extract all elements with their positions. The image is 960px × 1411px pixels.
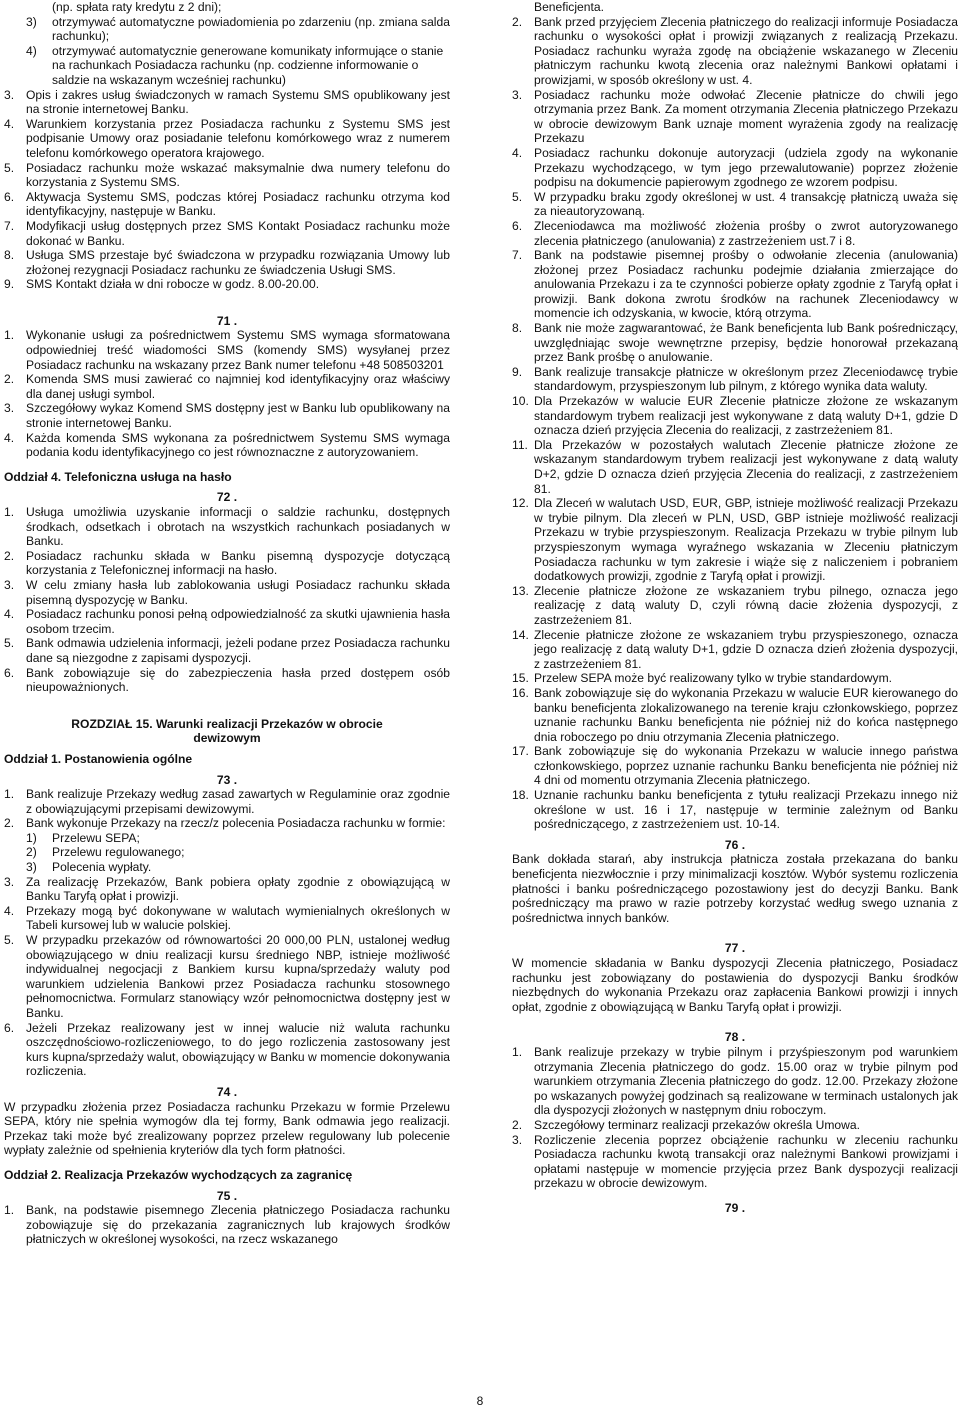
item-number: 2. — [512, 14, 523, 29]
list-item — [512, 628, 958, 672]
item-text: Bank na podstawie pisemnej prośby o odwołanie zlecenia (anulowania) złożonej przez Posiadacz rachunku podejmie działania zmierzające do anulowania Przekazu i za te czynności pobierze opłaty zgodnie z Taryfą opłat i prowizji. Bank dokona zwrotu środków na rachunek Zleceniodawcy w momencie ich odzyskania, w kwocie, którą otrzyma. — [534, 248, 958, 321]
item-text: Za realizację Przekazów, Bank pobiera opłaty zgodnie z obowiązującą w Banku Taryfą opłat i prowizji. — [26, 874, 450, 904]
list-item — [4, 578, 450, 607]
list-item — [4, 1203, 450, 1247]
item-number: 6. — [512, 218, 523, 233]
list-item — [512, 438, 958, 496]
article-number: 77 . — [724, 941, 746, 956]
section-heading: Oddział 1. Postanowienia ogólne — [4, 751, 193, 766]
list-item — [4, 636, 450, 665]
item-text: Zleceniodawca ma możliwość złożenia prośby o zwrot autoryzowanego zlecenia płatniczego (anulowania) z zastrzeżeniem ust.7 i 8. — [534, 218, 958, 248]
item-text: Bank przed przyjęciem Zlecenia płatniczego do realizacji informuje Posiadacza rachunku o wysokości opłat i prowizji związanych z realizacją Przekazu. Posiadacz rachunku wyraża zgodę na obciążenie wskazanego w Zleceniu płatniczym rachunku kwotą zlecenia oraz należnymi Bankowi opłatami i prowizjami, w sposób określony w ust. 4. — [534, 14, 958, 87]
list-item — [512, 190, 958, 219]
list-item — [512, 321, 958, 365]
list-item — [4, 277, 450, 292]
list-item — [512, 365, 958, 394]
item-text: Wykonanie usługi za pośrednictwem Systemu SMS wymaga sformatowana odpowiedniej treść wiadomości SMS (komendy SMS) wysyłanej przez Posiadacz rachunku na wskazany przez Bank numer telefonu +48 508503201 — [26, 328, 450, 372]
item-number: 16. — [512, 685, 529, 700]
list-item — [512, 1045, 958, 1118]
item-text: (np. spłata raty kredytu z 2 dni); — [52, 0, 222, 14]
item-text: W przypadku przekazów od równowartości 20 000,00 PLN, ustalonej według obowiązującego w dniu realizacji kursu średniego NBP, istnieje możliwość indywidualnej negocjacji z Bankiem kursu kupna/sprzedaży waluty pod warunkiem udzielenia Bankowi przez Posiadacza rachunku stosownego pełnomocnictwa. Formularz stanowiący wzór pełnomocnictwa dostępny jest w Banku. — [26, 933, 450, 1020]
list-item — [4, 875, 450, 904]
item-number: 7. — [4, 218, 15, 233]
item-text: Zlecenie płatnicze złożone ze wskazaniem trybu przyspieszonego, oznacza jego realizację z datą waluty D+1, gdzie D oznacza dzień złożenia dyspozycji, z zastrzeżeniem 81. — [534, 627, 958, 671]
item-text: Bank, na podstawie pisemnego Zlecenia płatniczego Posiadacza rachunku zobowiązuje się do przekazania zagranicznych lub krajowych środków płatniczych w określonej wysokości, na rzecz wskazanego — [26, 1203, 450, 1247]
item-text: Bank nie może zagwarantować, że Bank beneficjenta lub Bank pośredniczący, uwzględniając swoje wewnętrzne przepisy, będzie honorował przekazaną przez Bank prośbę o anulowanie. — [534, 321, 958, 365]
list-item — [4, 161, 450, 190]
paragraph: Bank dokłada starań, aby instrukcja płatnicza została przekazana do banku beneficjenta niezwłocznie i przy minimalizacji kosztów. Wybór systemu rozliczenia płatności i banku pośredniczącego pozostawiony jest do decyzji Banku. Bank pośredniczący ma prawo w razie potrzeby korzystać według swego uznania z pośrednictwa innych banków. — [512, 852, 958, 925]
item-text: Przelew SEPA może być realizowany tylko w trybie standardowym. — [534, 671, 893, 686]
list-item — [512, 219, 958, 248]
item-number: 3. — [4, 87, 15, 102]
item-text: Bank realizuje Przekazy według zasad zawartych w Regulaminie oraz zgodnie z obowiązującymi przepisami dewizowymi. — [26, 787, 450, 816]
item-number: 4. — [512, 145, 523, 160]
item-text: Polecenia wypłaty. — [52, 860, 152, 875]
list-item — [4, 787, 450, 816]
continued-text: Beneficjenta. — [534, 0, 604, 14]
list-item — [512, 394, 958, 438]
sub-list-item — [4, 860, 450, 875]
item-text: Bank realizuje przekazy w trybie pilnym i przyśpieszonym pod warunkiem otrzymania Zlecenia płatniczego do godz. 15.00 oraz w trybie pilnym pod warunkiem otrzymania Zlecenia płatniczego do godz. 12.00. Przekazy złożone po wskazanych powyżej godzinach są realizowane w terminach ustalonych jak dla dyspozycji złożonych w następnym dniu roboczym. — [534, 1044, 958, 1118]
item-number: 5. — [4, 636, 15, 651]
page-number: 8 — [476, 1394, 484, 1408]
item-text: Bank wykonuje Przekazy na rzecz/z polecenia Posiadacza rachunku w formie: — [26, 816, 446, 831]
paragraph: W momencie składania w Banku dyspozycji Zlecenia płatniczego, Posiadacz rachunku jest zobowiązany do postawienia do dyspozycji Banku środków niezbędnych do wykonania Przekazu oraz zapłacenia Bankowi prowizji i innych opłat, zgodnie z obowiązującą w Banku Taryfą opłat i prowizji. — [512, 956, 958, 1014]
article-number: 71 . — [216, 313, 238, 328]
item-text: Dla Zleceń w walutach USD, EUR, GBP, istnieje możliwość realizacji Przekazu w trybie pilnym. Dla zleceń w PLN, USD, GBP istnieje możliwość realizacji Przekazu w trybie przyspieszonym. Realizacja Przekazu w trybie pilnym lub przyspieszonym wymaga wyraźnego wskazania w Zleceniu płatniczym Posiadacza rachunku w tym zakresie i wiąże się z naliczeniem i pobraniem dodatkowych prowizji, zgodnie z Taryfą opłat i prowizji. — [534, 496, 958, 584]
list-item — [512, 788, 958, 832]
item-text: Posiadacz rachunku składa w Banku pisemną dyspozycje dotyczącą korzystania z Telefonicznej informacji na hasło. — [26, 548, 450, 578]
item-number: 2. — [512, 1117, 523, 1132]
list-item — [4, 248, 450, 277]
sub-list-item — [4, 15, 450, 44]
item-text: otrzymywać automatycznie generowane komunikaty informujące o stanie na rachunkach Posiadacza rachunku (np. codzienne informowanie o saldzie na wskazanym wcześniej rachunku) — [52, 43, 444, 87]
item-number: 9. — [512, 364, 523, 379]
article-number: 75 . — [216, 1188, 238, 1203]
sub-list-item — [4, 44, 450, 88]
item-text: Przelewu SEPA; — [52, 830, 140, 845]
list-item — [512, 496, 958, 584]
item-number: 5. — [4, 160, 15, 175]
item-text: Dla Przekazów w pozostałych walutach Zlecenie płatnicze złożone ze wskazanym standardowym trybem realizacji jest wykonywane z datą waluty D+2, gdzie D oznacza dzień przyjęcia Zlecenia do realizacji, z zastrzeżeniem 81. — [534, 437, 958, 496]
sub-list-item — [4, 0, 450, 15]
list-item — [512, 671, 958, 686]
item-number: 7. — [512, 248, 523, 263]
item-text: Bank realizuje transakcje płatnicze w określonym przez Zleceniodawcę trybie standardowym, przyspieszonym lub pilnym, z którego wynika data waluty. — [534, 364, 958, 394]
list-item — [4, 401, 450, 430]
item-number: 12. — [512, 496, 529, 511]
paragraph: W przypadku złożenia przez Posiadacza rachunku Przekazu w formie Przelewu SEPA, który nie spełnia wymogów dla tej formy, Bank odmawia jego realizacji. Przekaz taki może być zrealizowany poprzez przelew regulowany lub polecenie wypłaty zależnie od spełnienia kryteriów dla tych form płatności. — [4, 1099, 450, 1158]
item-number: 13. — [512, 583, 529, 598]
item-text: Modyfikacji usług dostępnych przez SMS Kontakt Posiadacz rachunku może dokonać w Banku. — [26, 218, 450, 248]
item-text: Aktywacja Systemu SMS, podczas której Posiadacz rachunku otrzyma kod identyfikacyjny, następuje w Banku. — [26, 189, 450, 219]
item-number: 8. — [512, 321, 523, 336]
item-text: Zlecenie płatnicze złożone ze wskazaniem trybu pilnego, oznacza jego realizację z datą waluty D, czyli równą dacie złożenia dyspozycji, z zastrzeżeniem 81. — [534, 583, 958, 627]
item-number: 2) — [26, 845, 37, 860]
item-number: 3. — [4, 577, 15, 592]
item-number: 4) — [26, 43, 37, 58]
item-number: 1. — [4, 1203, 15, 1218]
sub-list-item — [4, 845, 450, 860]
item-number: 6. — [4, 189, 15, 204]
list-item — [4, 431, 450, 460]
item-number: 4. — [4, 430, 15, 445]
list-item — [512, 686, 958, 744]
list-item — [4, 505, 450, 549]
item-number: 18. — [512, 788, 529, 803]
item-number: 10. — [512, 394, 529, 409]
item-number: 4. — [4, 116, 15, 131]
item-number: 3. — [4, 874, 15, 889]
list-item — [512, 1133, 958, 1191]
item-number: 1. — [4, 787, 15, 802]
item-text: SMS Kontakt działa w dni robocze w godz. 8.00-20.00. — [26, 277, 320, 292]
item-text: Przekazy mogą być dokonywane w walutach wymienialnych określonych w Tabeli kursowej lub w walucie polskiej. — [26, 903, 450, 933]
chapter-title: ROZDZIAŁ 15. Warunki realizacji Przekazów w obrocie dewizowym — [71, 716, 383, 746]
item-number: 3) — [26, 860, 37, 875]
item-number: 3. — [512, 87, 523, 102]
list-item — [4, 328, 450, 372]
item-text: otrzymywać automatyczne powiadomienia po zdarzeniu (np. zmiana salda rachunku); — [52, 14, 450, 44]
item-number: 9. — [4, 277, 15, 292]
article-number: 79 . — [724, 1200, 746, 1215]
item-number: 2. — [4, 816, 15, 831]
article-number: 72 . — [216, 490, 238, 505]
item-text: Przelewu regulowanego; — [52, 845, 185, 860]
list-item — [512, 248, 958, 321]
item-text: Każda komenda SMS wykonana za pośrednictwem Systemu SMS wymaga podania kodu identyfikacyjnego co jest równoznaczne z autoryzowaniem. — [26, 430, 450, 460]
item-text: Posiadacz rachunku może odwołać Zlecenie płatnicze do chwili jego otrzymania przez Bank. Za moment otrzymania Zlecenia płatniczego Przekazu w obrocie dewizowym Bank uznaje moment wyrażenia zgody na realizację Przekazu — [534, 87, 958, 146]
item-text: Warunkiem korzystania przez Posiadacza rachunku z Systemu SMS jest podpisanie Umowy oraz posiadanie telefonu komórkowego wraz z numerem telefonu komórkowego operatora krajowego. — [26, 116, 450, 160]
item-text: Szczegółowy wykaz Komend SMS dostępny jest w Banku lub opublikowany na stronie internetowej Banku. — [26, 401, 450, 431]
list-item — [4, 88, 450, 117]
list-item — [4, 1021, 450, 1079]
item-text: W celu zmiany hasła lub zablokowania usługi Posiadacz rachunku składa pisemną dyspozycję w Banku. — [26, 577, 450, 607]
list-item — [4, 933, 450, 1021]
item-text: Posiadacz rachunku ponosi pełną odpowiedzialność za skutki ujawnienia hasła osobom trzecim. — [26, 607, 450, 636]
item-number: 8. — [4, 248, 15, 263]
article-number: 76 . — [724, 837, 746, 852]
section-heading: Oddział 2. Realizacja Przekazów wychodzących za zagranicę — [4, 1167, 353, 1182]
item-number: 1. — [4, 505, 15, 519]
article-number: 78 . — [724, 1030, 746, 1045]
item-text: Szczegółowy terminarz realizacji przekazów określa Umowa. — [534, 1117, 860, 1132]
item-text: Usługa SMS przestaje być świadczona w przypadku rozwiązania Umowy lub złożonej rezygnacji Posiadacz rachunku ze świadczenia Usługi SMS. — [26, 248, 450, 277]
item-text: Bank zobowiązuje się do wykonania Przekazu w walucie EUR kierowanego do banku beneficjenta zlokalizowanego na terenie kraju członkowskiego, poprzez uznanie rachunku Banku beneficjenta nie później niż do końca następnego dnia roboczego po dniu otrzymania Zlecenia płatniczego. — [534, 685, 958, 744]
list-item — [512, 15, 958, 88]
item-number: 2. — [4, 548, 15, 563]
sub-list-item — [4, 831, 450, 846]
item-text: Bank zobowiązuje się do zabezpieczenia hasła przed dostępem osób nieupoważnionych. — [26, 665, 450, 695]
item-number: 3. — [4, 401, 15, 416]
item-number: 2. — [4, 372, 15, 387]
item-number: 4. — [4, 607, 15, 622]
item-number: 5. — [4, 933, 15, 948]
list-item — [4, 190, 450, 219]
list-item — [512, 1118, 958, 1133]
item-text: Posiadacz rachunku może wskazać maksymalnie dwa numery telefonu do korzystania z Systemu SMS. — [26, 160, 450, 190]
item-number: 1. — [4, 328, 15, 343]
item-number: 5. — [512, 189, 523, 204]
left-column — [4, 0, 450, 1247]
item-number: 3. — [512, 1132, 523, 1147]
item-number: 1) — [26, 830, 37, 845]
item-number: 6. — [4, 665, 15, 680]
item-text: Bank odmawia udzielenia informacji, jeżeli podane przez Posiadacza rachunku dane są niezgodne z zapisami dyspozycji. — [26, 636, 450, 665]
item-number: 11. — [512, 437, 528, 452]
item-text: Rozliczenie zlecenia poprzez obciążenie rachunku w zleceniu rachunku Posiadacza rachunku kwotą transakcji oraz należnymi Bankowi prowizjami i opłatami następuje w momencie przyjęcia przez Bank dyspozycji realizacji przekazu w obrocie dewizowym. — [534, 1132, 958, 1191]
list-item — [512, 744, 958, 788]
section-heading: Oddział 4. Telefoniczna usługa na hasło — [4, 469, 232, 484]
item-number: 17. — [512, 744, 529, 759]
article-number: 74 . — [216, 1084, 238, 1099]
item-text: Komenda SMS musi zawierać co najmniej kod identyfikacyjny oraz właściwy dla danej usługi symbol. — [26, 372, 450, 401]
item-number: 14. — [512, 627, 529, 642]
list-item — [512, 584, 958, 628]
item-text: Dla Przekazów w walucie EUR Zlecenie płatnicze złożone ze wskazanym standardowym trybem realizacji jest wykonywane z datą waluty D+1, gdzie D oznacza dzień przyjęcia Zlecenia do realizacji, z zastrzeżeniem 81. — [534, 394, 958, 438]
item-number: 6. — [4, 1020, 15, 1035]
item-text: W przypadku braku zgody określonej w ust. 4 transakcję płatniczą uważa się za nieautoryzowaną. — [534, 189, 958, 219]
list-item — [4, 904, 450, 933]
list-item — [4, 549, 450, 578]
article-number: 73 . — [216, 772, 238, 787]
item-number — [26, 0, 52, 15]
item-number: 15. — [512, 671, 529, 686]
list-item — [512, 88, 958, 146]
item-number: 4. — [4, 903, 15, 918]
list-item — [4, 372, 450, 401]
item-text: Bank zobowiązuje się do wykonania Przekazu w walucie innego państwa członkowskiego, poprzez uznanie rachunku Banku beneficjenta nie później niż 4 dni od momentu otrzymania Zlecenia płatniczego. — [534, 744, 958, 788]
item-text: Uznanie rachunku banku beneficjenta z tytułu realizacji Przekazu innego niż określone w ust. 16 i 17, następuje w terminie zależnym od Banku pośredniczącego, z zastrzeżeniem ust. 10-14. — [534, 788, 958, 832]
item-number: 1. — [512, 1044, 523, 1059]
item-text: Usługa umożliwia uzyskanie informacji o saldzie rachunku, dostępnych środkach, odsetkach i obrotach na wszystkich rachunkach posiadanych w Banku. — [26, 505, 450, 549]
item-text: Opis i zakres usług świadczonych w ramach Systemu SMS opublikowany jest na stronie internetowej Banku. — [26, 87, 450, 117]
item-text: Jeżeli Przekaz realizowany jest w innej walucie niż waluta rachunku oszczędnościowo-rozliczeniowego, to do jego rozliczenia zastosowany jest kurs kupna/sprzedaży walut, obowiązujący w Banku w momencie dokonywania rozliczenia. — [26, 1020, 450, 1079]
item-number: 3) — [26, 14, 37, 29]
list-item — [4, 816, 450, 831]
list-item — [4, 117, 450, 161]
list-item — [4, 666, 450, 695]
list-item — [512, 146, 958, 190]
list-item — [4, 219, 450, 248]
item-text: Posiadacz rachunku dokonuje autoryzacji (udziela zgody na wykonanie Przekazu wychodzącego, w tym jego przewalutowanie) poprzez złożenie podpisu na dokumencie papierowym zgodnego ze wzorem podpisu. — [534, 145, 958, 190]
right-column — [512, 0, 958, 1216]
list-item — [4, 607, 450, 636]
